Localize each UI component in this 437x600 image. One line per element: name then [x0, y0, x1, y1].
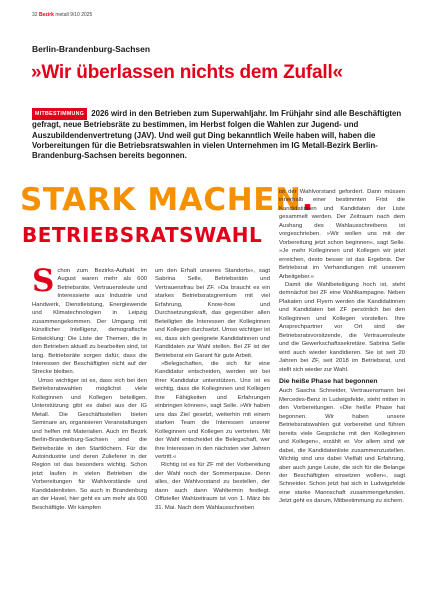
article-column-1	[32, 267, 147, 597]
paragraph: ist der Wahlvorstand gefordert. Dann müssen innerhalb einer bestimmten Frist die Kandidatinnen und Kandidaten der Liste gesammelt werden. Der Zeitraum nach dem Aushang des Wahlausschreibens ist vorgeschrieben. »Wir wollen uns mit der Vorbereitung jetzt schon beginnen«, sagt Selle. »Je mehr Kolleginnen und Kollegen wir jetzt erreichen, desto besser ist das Ergebnis. Der Betriebsrat im Verhandlungen mit unserem Arbeitgeber.«	[279, 189, 405, 280]
paragraph: Damit die Wahlbeteiligung hoch ist, steht demnächst bei ZF eine Wahlkampagne. Neben Plakaten und Flyern werden die Kandidatinnen und Kandidaten bei ZF persönlich bei den Kolleginnen und Kollegen vorstellen. Ihre Ansprechpartner vor Ort sind der Betriebsratsvorsitzende, die Vertrauensleute und die Gewerkschaftssekretäre. Sabrina Selle wird auch wieder kandidieren. Sie ist seit 20 Jahren bei ZF, seit 2018 im Betriebsrat, und stellt sich wieder zur Wahl.	[279, 281, 405, 373]
article-lead	[32, 108, 414, 161]
region-label: Berlin-Brandenburg-Sachsen	[32, 44, 151, 54]
banner-line-betriebsratswahl: BETRIEBSRATSWAHL	[22, 223, 263, 247]
kicker-badge: MITBESTIMMUNG	[32, 108, 87, 120]
issue-label: metall 9/10 2025	[55, 12, 93, 18]
article-column-3	[279, 188, 405, 593]
lead-text: 2026 wird in den Betrieben zum Superwahljahr. Im Frühjahr sind alle Beschäftigten gefragt, neue Betriebsräte zu bestimmen, im Herbst folgen die Wahlen zur Jugend- und Auszubildendenvertretung (JAV). Und weil gut Ding bekanntlich Weile haben will, haben die Vorbereitungen für die Betriebsratswahlen in vielen Unternehmen im IG Metall-Bezirk Berlin-Brandenburg-Sachsen bereits begonnen.	[32, 109, 402, 161]
campaign-banner	[20, 180, 314, 250]
page-header	[32, 12, 92, 18]
page-number: 32	[32, 12, 38, 18]
drop-cap: S	[32, 267, 55, 299]
article-headline: »Wir überlassen nichts dem Zufall«	[31, 62, 343, 83]
paragraph: Umso wichtiger ist es, dass sich bei den Betriebsratswahlen möglichst viele Kolleginnen und Kollegen beteiligen. Unterstützung gibt es dabei aus der IG Metall. Die Geschäftsstellen bieten Seminare an, organisieren Veranstaltungen und helfen mit Materialien. Auch im Bezirk Berlin-Brandenburg-Sachsen sind die Betriebsräte in den Startlöchern. Für die Autoindustrie und deren Zulieferer in der Region ist das besonders wichtig. Schon jetzt laufen in vielen Betrieben die Vorbereitungen für Wahlvorstände und Kandidatenlisten. So auch in Brandenburg an der Havel, hier geht es um mehr als 600 Beschäftigte. Wir kämpfen	[32, 377, 147, 511]
banner-line-stark-machen: STARK MACHEN.	[20, 182, 314, 218]
section-subheading: Die heiße Phase hat begonnen	[279, 377, 378, 385]
paragraph: »Belegschaften, die sich für eine Kandidatur entscheiden, werden wir bei ihrer Kandidatur unterstützen. Uns ist es wichtig, dass die Kolleginnen und Kollegen ihre Fähigkeiten und Erfahrungen einbringen können«, sagt Selle. »Wir haben uns das Ziel gesetzt, weiterhin mit einem starken Team die Interessen unserer Kolleginnen und Kollegen zu vertreten. Mit der Wahl entscheidet die Belegschaft, wer ihre Interessen in den nächsten vier Jahren vertritt.«	[155, 360, 270, 460]
article-column-2	[155, 267, 270, 597]
section-name: Bezirk	[38, 12, 54, 18]
paragraph: Auch Sascha Schneider, Vertrauensmann bei Mercedes-Benz in Ludwigsfelde, steht mitten in den Vorbereitungen. »Die heiße Phase hat begonnen. Wir haben unsere Betriebsratswahlen gut vorbereitet und führen bereits viele Gespräche mit den Kolleginnen und Kollegen«, erzählt er. Vor allem sind wir dabei, die Kandidatenliste zusammenzustellen. Wichtig sind uns dabei Vielfalt und Erfahrung, aber auch junge Leute, die sich für die Belange der Beschäftigten einsetzen wollen«, sagt Schneider. Schon jetzt hat sich in Ludwigsfelde eine starke Mannschaft zusammengefunden. Jetzt geht es darum, Mitbestimmung zu sichern.	[279, 388, 405, 505]
paragraph: Richtig ist es für ZF mit der Vorbereitung der Wahl noch der Sommerpause. Denn alles, der Wahlvorstand zu bestellen, der dann auch dann Wahltermin festlegt. Offizieller Wahlzeitraum ist von 1. März bis 31. Mai. Nach dem Wahlausschreiben	[155, 462, 270, 511]
paragraph: um den Erhalt unseres Standorts«, sagt Sabrina Selle, Betriebsrätin und Vertrauensfrau bei ZF. »Da braucht es ein starkes Betriebsratsgremium mit viel Erfahrung, Know-how und Durchsetzungskraft, das gegenüber allen Beteiligten die Interessen der Kolleginnen und Kollegen durchsetzt. Umso wichtiger ist es, dass sich geeignete Kandidatinnen und Kandidaten zur Wahl stellen. Bei ZF ist der Betriebsrat ein Garant für gute Arbeit.	[155, 268, 270, 359]
paragraph: chon zum Bezirks-Auftakt im August waren mehr als 600 Betriebsräte, Vertrauensleute und Interessierte aus Industrie und Handwerk, Dienstleistung, Energiewende und Klimatechnologien in Leipzig zusammengekommen. Der Umgang mit künstlicher Intelligenz, demografische Entwicklung: Die Liste der Themen, die in den Betrieben aktuell zu bearbeiten sind, ist lang. Betriebsräte sorgen dafür, dass die Interessen der Beschäftigten nicht auf der Strecke bleiben.	[32, 268, 147, 376]
